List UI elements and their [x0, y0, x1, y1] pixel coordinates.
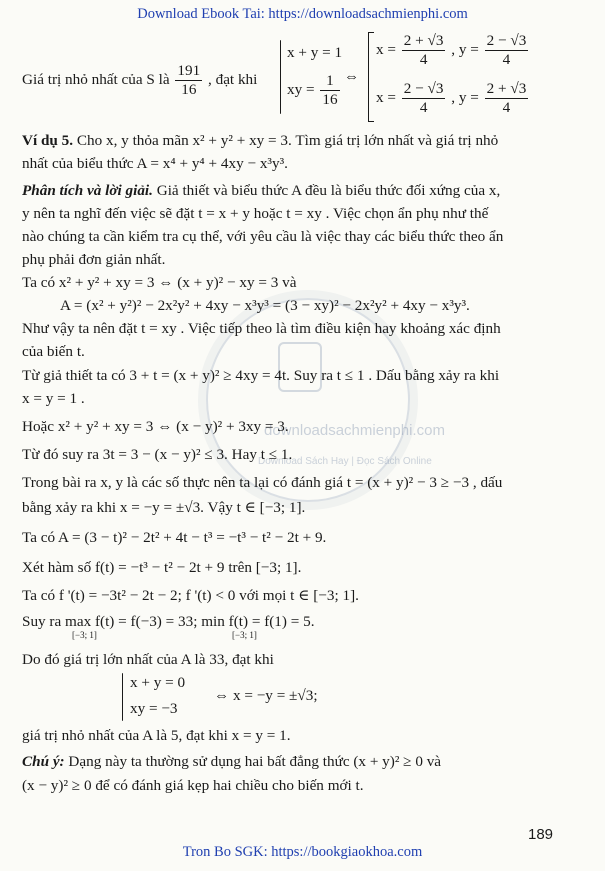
fraction-191-16 [175, 62, 202, 99]
analysis-text: Giả thiết và biểu thức A đều là biểu thức đối xứng của x, [152, 182, 501, 199]
fraction-den: 4 [502, 99, 511, 116]
case1-y-fraction [485, 32, 529, 69]
solution-case-2 [376, 80, 530, 117]
system-eq1: x + y = 1 [287, 44, 343, 61]
system2-eq2: xy = −3 [130, 700, 178, 717]
solution-line-1: Ta có x² + y² + xy = 3 ⇔ (x + y)² − xy = 3 và [22, 274, 297, 291]
solution-line-12: Xét hàm số f(t) = −t³ − t² − 2t + 9 trên [−3; 1]. [22, 559, 302, 576]
example-heading: Ví dụ 5. [22, 132, 74, 149]
solution-line-4: của biến t. [22, 343, 85, 360]
max-subscript: [−3; 1] [72, 630, 97, 640]
case2-y-fraction [485, 80, 529, 117]
solution-line-13: Ta có f '(t) = −3t² − 2t − 2; f '(t) < 0 với mọi t ∈ [−3; 1]. [22, 587, 359, 604]
fraction-den: 16 [181, 81, 197, 98]
fraction-num: 2 − √3 [403, 80, 444, 97]
page-header-link: Download Ebook Tai: https://downloadsachmienphi.com [137, 6, 468, 22]
solution-line-8: Từ đó suy ra 3t = 3 − (x − y)² ≤ 3. Hay t ≤ 1. [22, 446, 293, 463]
note-line-1 [22, 752, 441, 772]
system-eq2 [287, 72, 342, 109]
fraction-num: 2 + √3 [403, 32, 444, 49]
fraction-num: 2 + √3 [486, 80, 527, 97]
case1-y-label: , y = [451, 40, 479, 58]
fraction-num: 2 − √3 [486, 32, 527, 49]
analysis-line-4: phụ phải đơn giản nhất. [22, 251, 166, 268]
when-text: , đạt khi [208, 70, 258, 88]
solution-line-14: Suy ra max f(t) = f(−3) = 33; min f(t) = f(1) = 5. [22, 613, 315, 630]
note-text: Dạng này ta thường sử dụng hai bất đẳng thức (x + y)² ≥ 0 và [64, 753, 442, 770]
note-line-2: (x − y)² ≥ 0 để có đánh giá kẹp hai chiều cho biến mới t. [22, 777, 364, 794]
min-subscript: [−3; 1] [232, 630, 257, 640]
watermark-subtext: Download Sách Hay | Đọc Sách Online [258, 456, 432, 467]
watermark-text: downloadsachmienphi.com [264, 422, 445, 439]
case2-y-label: , y = [451, 88, 479, 106]
solution-line-15: Do đó giá trị lớn nhất của A là 33, đạt khi [22, 651, 274, 668]
example-text: Cho x, y thỏa mãn x² + y² + xy = 3. Tìm giá trị lớn nhất và giá trị nhỏ [73, 132, 499, 149]
solution-line-10: bằng xảy ra khi x = −y = ±√3. Vậy t ∈ [−3; 1]. [22, 499, 306, 516]
case1-x-fraction [402, 32, 446, 69]
analysis-line-2: y nên ta nghĩ đến việc sẽ đặt t = x + y hoặc t = xy . Việc chọn ẩn phụ như thế [22, 205, 489, 222]
min-lead-text: Giá trị nhỏ nhất của S là [22, 70, 170, 88]
system2-eq1: x + y = 0 [130, 674, 186, 691]
solution-line-9: Trong bài ra x, y là các số thực nên ta lại có đánh giá t = (x + y)² − 3 ≥ −3 , dấu [22, 474, 503, 491]
case2-x-fraction [402, 80, 446, 117]
analysis-line-3: nào chúng ta cần kiểm tra cụ thể, với yêu cầu là việc thay các biểu thức theo ẩn [22, 228, 504, 245]
system-brace-2 [122, 673, 123, 721]
iff-symbol: ⇔ [344, 68, 360, 85]
fraction-den: 16 [322, 91, 338, 108]
fraction-1-16 [320, 72, 339, 109]
fraction-num: 1 [320, 72, 339, 91]
solution-case-1 [376, 32, 530, 69]
solution-line-11: Ta có A = (3 − t)² − 2t² + 4t − t³ = −t³ − t² − 2t + 9. [22, 529, 327, 546]
case2-x-label: x = [376, 88, 396, 106]
solution-line-7: Hoặc x² + y² + xy = 3 ⇔ (x − y)² + 3xy = 3. [22, 418, 289, 435]
fraction-den: 4 [419, 51, 428, 68]
eq2-lhs: xy = [287, 80, 315, 98]
solution-line-16: giá trị nhỏ nhất của A là 5, đạt khi x = y = 1. [22, 727, 291, 744]
solution-line-5: Từ giả thiết ta có 3 + t = (x + y)² ≥ 4xy = 4t. Suy ra t ≤ 1 . Dấu bằng xảy ra khi [22, 367, 500, 384]
example-5-line-1 [22, 131, 498, 151]
min-value-statement [22, 62, 257, 99]
system-brace [280, 40, 281, 114]
note-heading: Chú ý: [22, 753, 65, 770]
page-footer-link: Tron Bo SGK: https://bookgiaokhoa.com [182, 844, 423, 860]
analysis-heading: Phân tích và lời giải. [22, 182, 153, 199]
solution-line-2: A = (x² + y²)² − 2x²y² + 4xy − x³y³ = (3 − xy)² − 2x²y² + 4xy − x³y³. [60, 297, 470, 314]
solution-line-6: x = y = 1 . [22, 390, 85, 407]
page-number: 189 [528, 826, 554, 843]
case1-x-label: x = [376, 40, 396, 58]
solution-line-3: Như vậy ta nên đặt t = xy . Việc tiếp theo là tìm điều kiện hay khoảng xác định [22, 320, 501, 337]
fraction-den: 4 [502, 51, 511, 68]
system2-result: ⇔ x = −y = ±√3; [214, 687, 318, 704]
example-5-line-2: nhất của biểu thức A = x⁴ + y⁴ + 4xy − x³y³. [22, 155, 288, 172]
analysis-line-1 [22, 181, 500, 201]
solution-bracket [368, 32, 374, 122]
fraction-num: 191 [177, 62, 201, 79]
fraction-den: 4 [419, 99, 428, 116]
